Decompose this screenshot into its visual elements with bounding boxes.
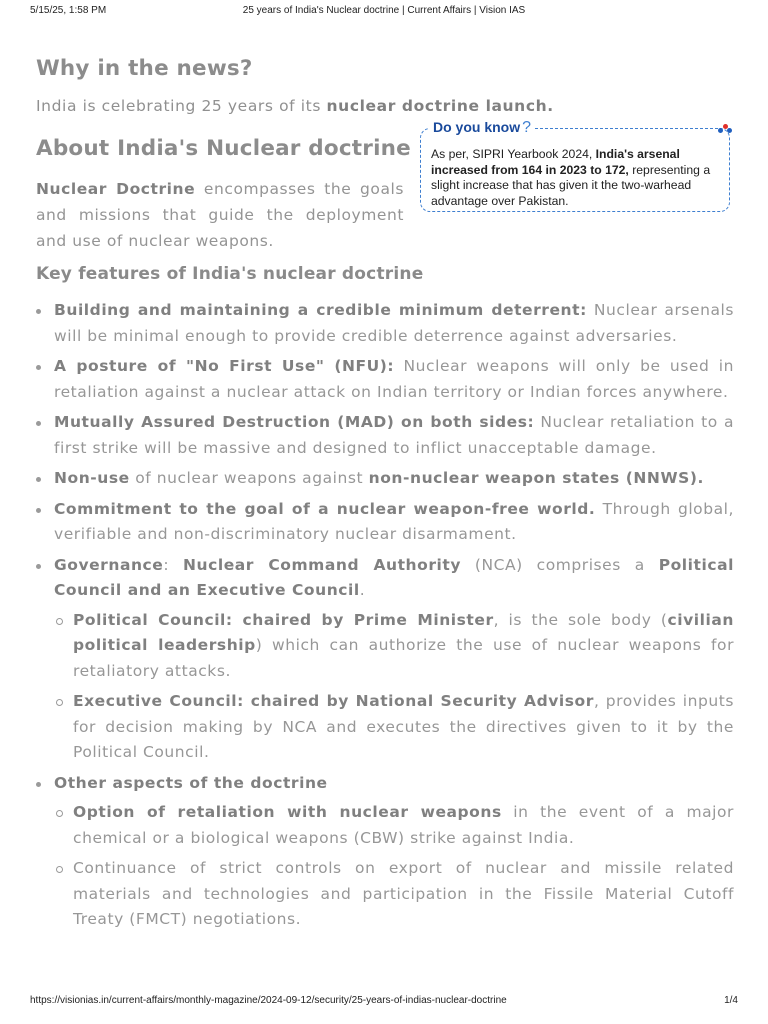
doctrine-definition [36,176,404,254]
news-text [36,97,554,115]
print-footer [0,995,768,1011]
print-page-title: 25 years of India's Nuclear doctrine | Current Affairs | Vision IAS [242,5,526,16]
list-item [36,466,734,492]
item-text: Nuclear retaliation to a first strike will be massive and designed to inflict unacceptable damage. [54,413,734,457]
list-item-other-aspects [36,771,734,933]
item-bold: Mutually Assured Destruction (MAD) on both sides: [54,413,535,431]
list-item [36,354,734,405]
other-aspects-sublist [54,800,734,933]
governance-text: (NCA) comprises a [461,555,659,574]
item-bold: Non-use [54,469,130,487]
list-item [36,410,734,461]
do-you-know-title [429,119,535,137]
news-text-bold: nuclear doctrine launch. [326,97,554,115]
item-text: Nuclear arsenals will be minimal enough to provide credible deterrence against adversaries. [54,301,734,345]
news-text-prefix: India is celebrating 25 years of its [36,97,327,115]
councils-label: Political Council and an Executive Council [54,555,734,599]
question-mark-icon: ? [522,119,532,136]
do-you-know-text [431,147,721,209]
key-features-list [36,298,734,938]
sub-item-bold: Option of retaliation with nuclear weapons [73,803,502,821]
governance-label: Governance [54,555,164,574]
print-url: https://visionias.in/current-affairs/monthly-magazine/2024-09-12/security/25-years-of-indias-nuclear-doctrine [30,995,507,1006]
dyk-text-prefix: As per, SIPRI Yearbook 2024, [431,147,596,161]
sub-list-item [54,689,734,766]
key-features-heading: Key features of India's nuclear doctrine [36,264,424,284]
governance-sublist [54,608,734,766]
list-item-governance [36,553,734,766]
dyk-text-bold: India's arsenal increased from 164 in 2023 to 172, [431,147,680,177]
print-header [0,5,768,21]
sub-item-bold-2: civilian political leadership [73,610,734,654]
dyk-text-suffix: representing a slight increase that has given it the two-warhead advantage over Pakistan. [431,162,711,208]
sub-item-bold: Political Council: chaired by Prime Minister [73,610,494,629]
sub-item-bold: Executive Council: chaired by National Security Advisor [73,692,594,710]
list-item [36,497,734,548]
item-bold: Building and maintaining a credible minimum deterrent: [54,301,587,319]
sub-item-text-2: ) which can authorize the use of nuclear weapons for retaliatory attacks. [73,636,735,680]
print-page-number: 1/4 [724,995,738,1006]
nca-label: Nuclear Command Authority [183,555,462,574]
about-doctrine-heading: About India's Nuclear doctrine [36,136,411,161]
sub-list-item [54,608,734,685]
item-bold: A posture of "No First Use" (NFU): [54,357,395,375]
sub-item-text: Continuance of strict controls on export of nuclear and missile related materials and technologies and participation in the Fissile Material Cutoff Treaty (FMCT) negotiations. [73,859,734,928]
item-bold: Commitment to the goal of a nuclear weapon-free world. [54,499,596,518]
item-bold-2: non-nuclear weapon states (NNWS). [368,469,704,487]
print-datetime: 5/15/25, 1:58 PM [30,5,107,16]
decorative-dots-icon [718,124,732,134]
why-in-news-heading: Why in the news? [36,56,253,81]
doctrine-definition-text: encompasses the goals and missions that guide the deployment and use of nuclear weapons. [36,180,404,250]
other-aspects-label: Other aspects of the doctrine [54,773,328,792]
sub-item-text: , provides inputs for decision making by NCA and executes the directives given to it by the Political Council. [73,692,734,761]
do-you-know-box [420,119,730,212]
dot-blue-1 [718,128,723,133]
sub-list-item [54,856,734,933]
doctrine-term: Nuclear Doctrine [36,180,196,198]
sub-item-text: in the event of a major chemical or a biological weapons (CBW) strike against India. [73,803,734,847]
do-you-know-label: Do you know [433,119,521,135]
list-item [36,298,734,349]
item-text: Nuclear weapons will only be used in retaliation against a nuclear attack on Indian territory or Indian forces anywhere. [54,357,734,401]
dot-blue-2 [727,128,732,133]
item-text: Through global, verifiable and non-discriminatory nuclear disarmament. [54,499,734,543]
sub-list-item [54,800,734,851]
sub-item-text: , is the sole body ( [493,610,668,629]
item-text: of nuclear weapons against [129,469,369,487]
governance-end: . [359,581,366,599]
governance-sep: : [163,555,184,574]
